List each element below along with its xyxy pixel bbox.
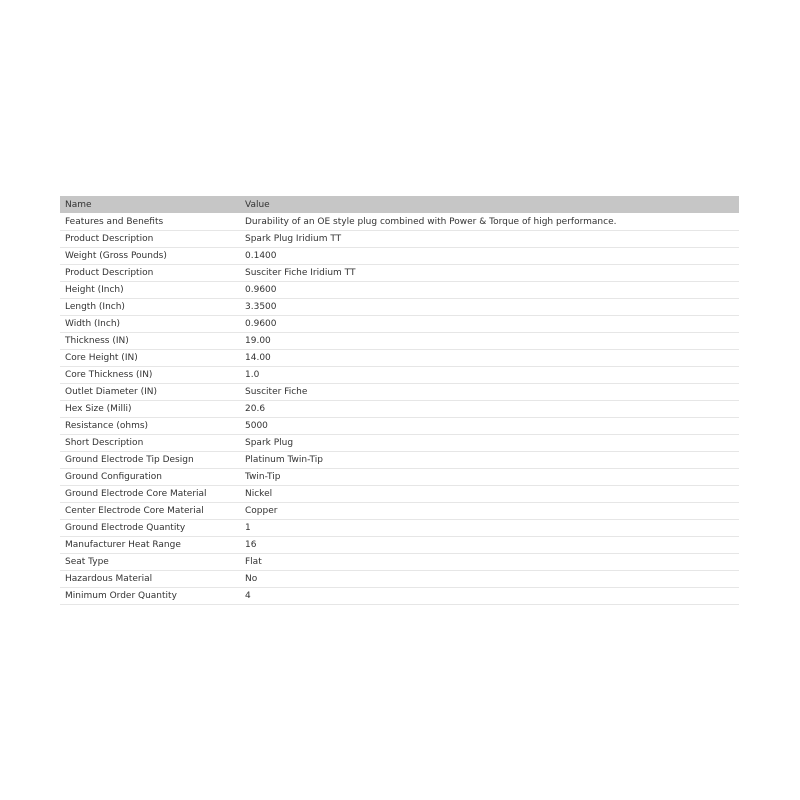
spec-name-cell: Ground Electrode Quantity xyxy=(60,520,240,537)
spec-value-cell: 19.00 xyxy=(240,333,739,350)
spec-name-cell: Width (Inch) xyxy=(60,316,240,333)
spec-value-cell: Durability of an OE style plug combined with Power & Torque of high performance. xyxy=(240,214,739,231)
table-row xyxy=(60,384,739,401)
spec-value-cell: 0.9600 xyxy=(240,282,739,299)
spec-name-cell: Core Thickness (IN) xyxy=(60,367,240,384)
specifications-table xyxy=(60,196,739,605)
table-row xyxy=(60,248,739,265)
spec-value-cell: Platinum Twin-Tip xyxy=(240,452,739,469)
table-row xyxy=(60,214,739,231)
spec-name-cell: Manufacturer Heat Range xyxy=(60,537,240,554)
spec-name-cell: Core Height (IN) xyxy=(60,350,240,367)
spec-value-cell: Susciter Fiche Iridium TT xyxy=(240,265,739,282)
table-row xyxy=(60,554,739,571)
spec-value-cell: Copper xyxy=(240,503,739,520)
table-row xyxy=(60,350,739,367)
spec-value-cell: 20.6 xyxy=(240,401,739,418)
spec-name-cell: Resistance (ohms) xyxy=(60,418,240,435)
table-row xyxy=(60,299,739,316)
table-row xyxy=(60,367,739,384)
spec-name-cell: Ground Configuration xyxy=(60,469,240,486)
spec-value-cell: No xyxy=(240,571,739,588)
spec-value-cell: Twin-Tip xyxy=(240,469,739,486)
spec-value-cell: 3.3500 xyxy=(240,299,739,316)
table-row xyxy=(60,231,739,248)
table-row xyxy=(60,418,739,435)
spec-value-cell: 5000 xyxy=(240,418,739,435)
spec-name-cell: Hazardous Material xyxy=(60,571,240,588)
spec-name-cell: Seat Type xyxy=(60,554,240,571)
spec-value-cell: Flat xyxy=(240,554,739,571)
spec-value-cell: Susciter Fiche xyxy=(240,384,739,401)
spec-value-cell: 14.00 xyxy=(240,350,739,367)
spec-value-cell: Spark Plug xyxy=(240,435,739,452)
spec-value-cell: 4 xyxy=(240,588,739,605)
spec-name-cell: Product Description xyxy=(60,231,240,248)
spec-name-cell: Height (Inch) xyxy=(60,282,240,299)
table-row xyxy=(60,435,739,452)
table-row xyxy=(60,571,739,588)
table-row xyxy=(60,282,739,299)
spec-value-cell: 0.9600 xyxy=(240,316,739,333)
spec-name-cell: Ground Electrode Core Material xyxy=(60,486,240,503)
table-row xyxy=(60,452,739,469)
spec-name-cell: Thickness (IN) xyxy=(60,333,240,350)
spec-name-cell: Outlet Diameter (IN) xyxy=(60,384,240,401)
value-column-header: Value xyxy=(240,196,739,214)
spec-name-cell: Product Description xyxy=(60,265,240,282)
spec-value-cell: Nickel xyxy=(240,486,739,503)
spec-value-cell: 1 xyxy=(240,520,739,537)
spec-name-cell: Short Description xyxy=(60,435,240,452)
spec-name-cell: Features and Benefits xyxy=(60,214,240,231)
spec-value-cell: Spark Plug Iridium TT xyxy=(240,231,739,248)
spec-name-cell: Hex Size (Milli) xyxy=(60,401,240,418)
table-row xyxy=(60,265,739,282)
table-row xyxy=(60,503,739,520)
spec-name-cell: Minimum Order Quantity xyxy=(60,588,240,605)
name-column-header: Name xyxy=(60,196,240,214)
table-row xyxy=(60,520,739,537)
spec-name-cell: Weight (Gross Pounds) xyxy=(60,248,240,265)
spec-name-cell: Center Electrode Core Material xyxy=(60,503,240,520)
spec-value-cell: 1.0 xyxy=(240,367,739,384)
table-row xyxy=(60,486,739,503)
table-header-row xyxy=(60,196,739,214)
spec-name-cell: Length (Inch) xyxy=(60,299,240,316)
table-row xyxy=(60,316,739,333)
table-row xyxy=(60,401,739,418)
spec-value-cell: 0.1400 xyxy=(240,248,739,265)
table-body xyxy=(60,214,739,605)
table-row xyxy=(60,469,739,486)
spec-name-cell: Ground Electrode Tip Design xyxy=(60,452,240,469)
table-row xyxy=(60,537,739,554)
table-row xyxy=(60,588,739,605)
table-row xyxy=(60,333,739,350)
spec-value-cell: 16 xyxy=(240,537,739,554)
